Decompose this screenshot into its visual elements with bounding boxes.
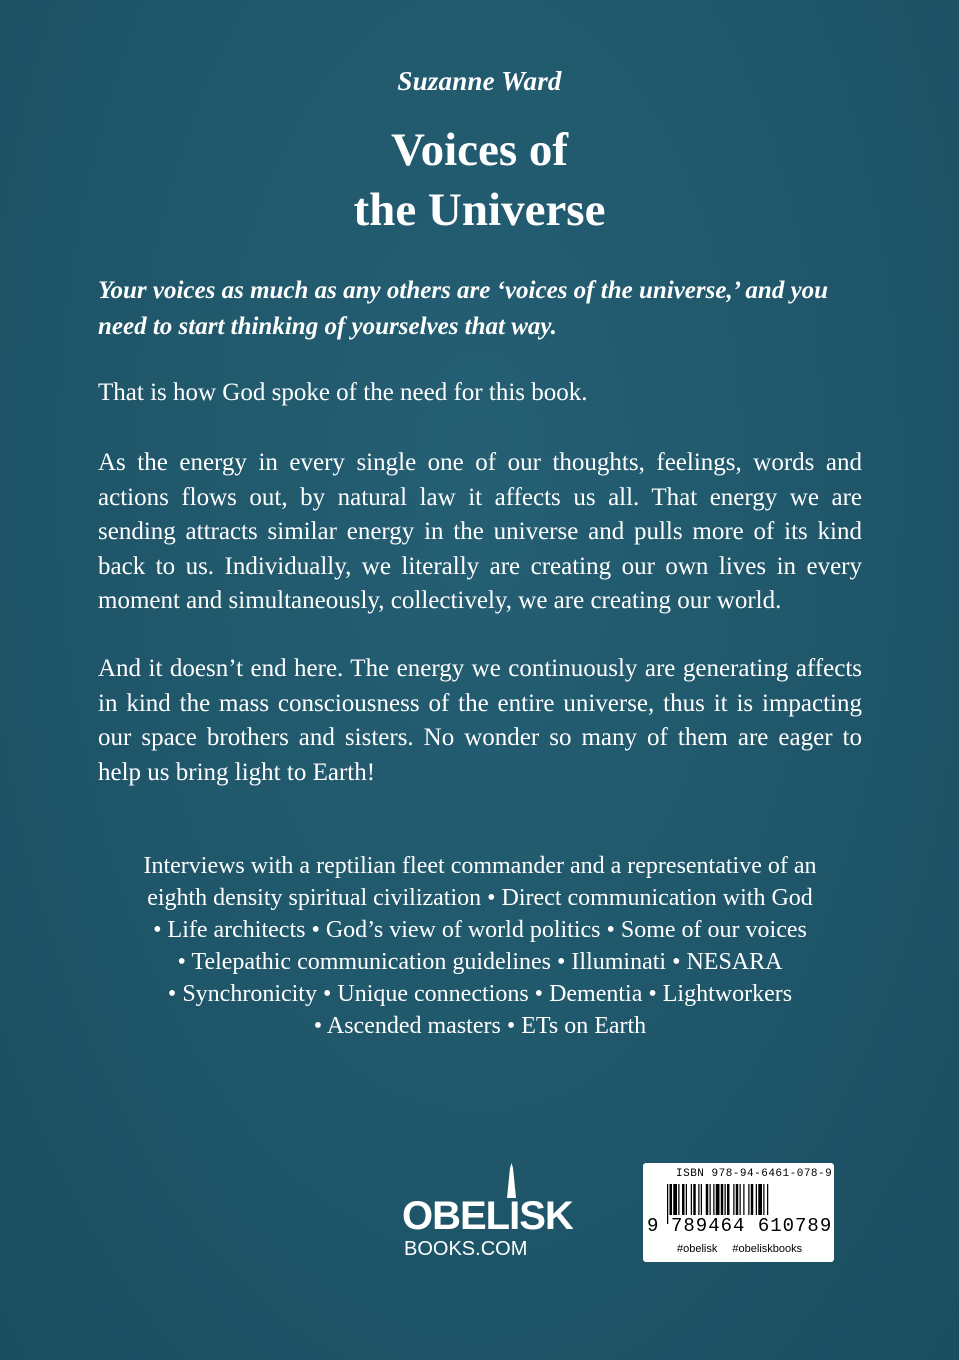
barcode-bar xyxy=(725,1184,726,1217)
book-title-line-2: the Universe xyxy=(353,184,606,236)
barcode-bar xyxy=(733,1184,734,1217)
barcode-bar xyxy=(751,1184,754,1217)
barcode-bar xyxy=(710,1184,711,1217)
barcode-bar xyxy=(727,1184,730,1217)
barcode-bar xyxy=(686,1184,687,1217)
hashtag: #obeliskbooks xyxy=(732,1243,803,1255)
blurb-paragraph-1: That is how God spoke of the need for this book. xyxy=(98,379,588,406)
barcode-bar xyxy=(748,1184,749,1217)
barcode-bar xyxy=(713,1184,714,1217)
topics-line: • Life architects • God’s view of world politics • Some of our voices xyxy=(153,917,807,943)
blurb-paragraph-2: As the energy in every single one of our thoughts, feelings, words and actions flows out, by natural law it affects us all. That energy we are sending attracts similar energy in the universe and pulls more of its kind back to us. Individually, we literally are creating our own lives in every moment and simultaneously, collectively, we are creating our world. xyxy=(98,449,862,614)
barcode-bar xyxy=(678,1184,679,1217)
topics-line: • Ascended masters • ETs on Earth xyxy=(313,1013,647,1039)
book-title xyxy=(0,120,959,240)
book-title-line-1: Voices of xyxy=(390,124,569,176)
hashtag: #obelisk xyxy=(677,1243,718,1255)
publisher-logo xyxy=(400,1160,573,1264)
barcode-bar xyxy=(698,1184,699,1217)
barcode-bar xyxy=(756,1184,757,1217)
barcode-bar xyxy=(693,1184,696,1217)
topics-list xyxy=(60,850,900,1042)
blurb-paragraph-3: And it doesn’t end here. The energy we continuously are generating affects in kind the mass consciousness of the entire universe, thus it is impacting our space brothers and sisters. No wonder so many of them are eager to help us bring light to Earth! xyxy=(98,655,862,786)
barcode-bar xyxy=(701,1184,702,1217)
isbn-label: ISBN 978-94-6461-078-9 xyxy=(676,1168,833,1180)
barcode-bar xyxy=(706,1184,709,1217)
barcode-first-digit: 9 xyxy=(647,1215,659,1237)
publisher-site: BOOKS.COM xyxy=(404,1238,528,1260)
barcode-bar xyxy=(740,1184,741,1217)
author-name: Suzanne Ward xyxy=(397,66,562,96)
barcode-box xyxy=(643,1163,834,1262)
barcode-digits: 789464 610789 xyxy=(671,1215,833,1237)
publisher-name: OBELISK xyxy=(402,1194,573,1238)
barcode-bar xyxy=(691,1184,692,1217)
barcode-bar xyxy=(758,1184,762,1217)
barcode-hashtags xyxy=(677,1243,802,1255)
blurb-quote: Your voices as much as any others are ‘voices of the universe,’ and you need to start thinking of yourselves that way. xyxy=(98,277,829,340)
barcode-bar xyxy=(682,1184,685,1217)
topics-line: • Telepathic communication guidelines • Illuminati • NESARA xyxy=(177,949,783,975)
barcode-bar xyxy=(743,1184,744,1217)
topics-line: eighth density spiritual civilization • Direct communication with God xyxy=(147,885,813,911)
barcode-bar xyxy=(673,1184,677,1217)
topics-line: Interviews with a reptilian fleet commander and a representative of an xyxy=(143,853,817,879)
topics-line: • Synchronicity • Unique connections • Dementia • Lightworkers xyxy=(167,981,793,1007)
barcode-bar xyxy=(736,1184,739,1217)
